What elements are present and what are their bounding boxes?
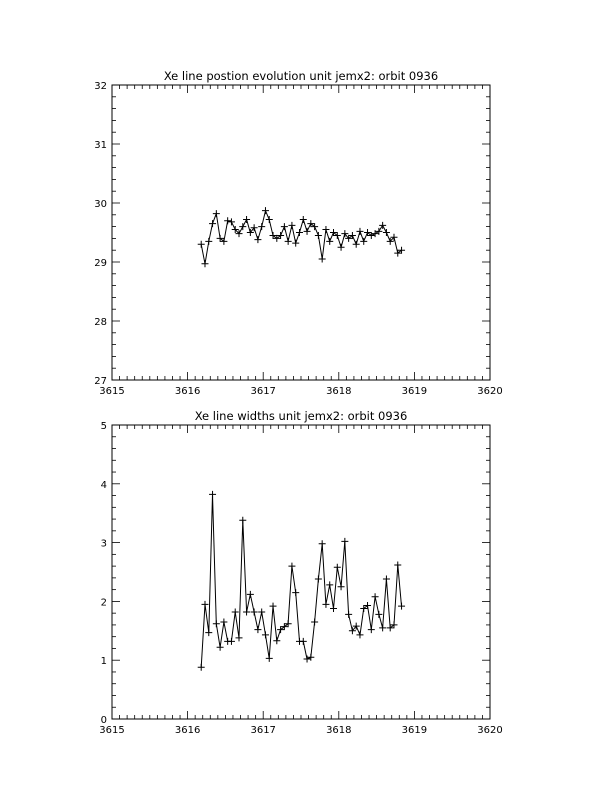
chart-title: Xe line widths unit jemx2: orbit 0936: [194, 409, 408, 423]
x-tick-label: 3620: [477, 725, 503, 736]
data-point: [220, 618, 227, 625]
y-tick-label: 1: [100, 656, 107, 668]
data-point: [379, 222, 386, 229]
data-point: [383, 229, 390, 236]
data-point: [266, 216, 273, 223]
data-point: [356, 631, 363, 638]
data-point: [330, 605, 337, 612]
data-point: [224, 217, 231, 224]
data-point: [273, 637, 280, 644]
data-point: [307, 654, 314, 661]
data-point: [281, 223, 288, 230]
y-tick-label: 3: [100, 538, 107, 550]
data-point: [300, 216, 307, 223]
data-point: [217, 644, 224, 651]
data-point: [258, 223, 265, 230]
data-point: [326, 238, 333, 245]
data-point: [360, 238, 367, 245]
data-point: [209, 220, 216, 227]
data-point: [239, 517, 246, 524]
data-point: [243, 216, 250, 223]
data-point: [292, 240, 299, 247]
data-point: [228, 638, 235, 645]
x-tick-label: 3619: [401, 725, 428, 736]
data-point: [341, 538, 348, 545]
data-point: [254, 626, 261, 633]
data-point: [334, 564, 341, 571]
y-tick-label: 29: [94, 258, 107, 269]
x-tick-label: 3618: [326, 725, 352, 736]
x-tick-label: 3618: [326, 386, 352, 397]
data-point: [198, 241, 205, 248]
data-point: [236, 634, 243, 641]
plot-frame: [112, 425, 490, 719]
data-point: [209, 491, 216, 498]
data-point: [232, 608, 239, 615]
data-point: [205, 629, 212, 636]
widths-plot: [99, 409, 502, 736]
data-point: [254, 236, 261, 243]
data-point: [304, 656, 311, 663]
data-point: [315, 576, 322, 583]
data-point: [353, 241, 360, 248]
data-point: [383, 576, 390, 583]
data-point: [239, 223, 246, 230]
data-point: [326, 581, 333, 588]
x-tick-label: 3620: [477, 386, 503, 397]
data-point: [398, 603, 405, 610]
data-point: [372, 593, 379, 600]
data-point: [285, 238, 292, 245]
data-point: [201, 260, 208, 267]
data-point: [262, 631, 269, 638]
data-point: [304, 228, 311, 235]
y-tick-label: 28: [94, 317, 107, 328]
data-point: [322, 601, 329, 608]
data-point: [322, 226, 329, 233]
data-point: [379, 624, 386, 631]
data-point: [247, 591, 254, 598]
data-point: [198, 664, 205, 671]
x-tick-label: 3616: [174, 725, 201, 736]
data-point: [375, 611, 382, 618]
data-point: [319, 540, 326, 547]
data-point: [394, 561, 401, 568]
data-point: [262, 207, 269, 214]
data-point: [368, 626, 375, 633]
data-point: [243, 608, 250, 615]
y-tick-label: 5: [100, 421, 107, 432]
data-point: [345, 611, 352, 618]
y-tick-label: 30: [94, 199, 107, 210]
chart-title: Xe line postion evolution unit jemx2: orbit 0936: [163, 69, 439, 83]
y-tick-label: 27: [94, 376, 107, 387]
x-tick-label: 3619: [401, 386, 428, 397]
data-point: [338, 583, 345, 590]
y-tick-label: 31: [94, 140, 107, 151]
data-point: [338, 244, 345, 251]
data-point: [201, 601, 208, 608]
data-point: [311, 618, 318, 625]
x-tick-label: 3615: [99, 386, 125, 397]
data-point: [205, 238, 212, 245]
data-point: [251, 608, 258, 615]
y-tick-label: 4: [100, 479, 107, 491]
x-tick-label: 3616: [174, 386, 201, 397]
x-tick-label: 3615: [99, 725, 125, 736]
data-point: [270, 603, 277, 610]
data-point: [292, 589, 299, 596]
data-point: [296, 229, 303, 236]
data-point: [213, 210, 220, 217]
x-tick-label: 3617: [250, 725, 276, 736]
data-point: [288, 222, 295, 229]
y-tick-label: 32: [94, 81, 107, 92]
data-point: [288, 563, 295, 570]
y-tick-label: 2: [100, 597, 107, 609]
x-tick-label: 3617: [250, 386, 276, 397]
data-point: [300, 638, 307, 645]
position-plot: [94, 69, 502, 397]
y-tick-label: 0: [100, 715, 107, 726]
data-point: [315, 232, 322, 239]
data-point: [213, 620, 220, 627]
data-point: [319, 256, 326, 263]
data-point: [228, 218, 235, 225]
data-point: [266, 655, 273, 662]
data-point: [258, 608, 265, 615]
data-point: [356, 228, 363, 235]
